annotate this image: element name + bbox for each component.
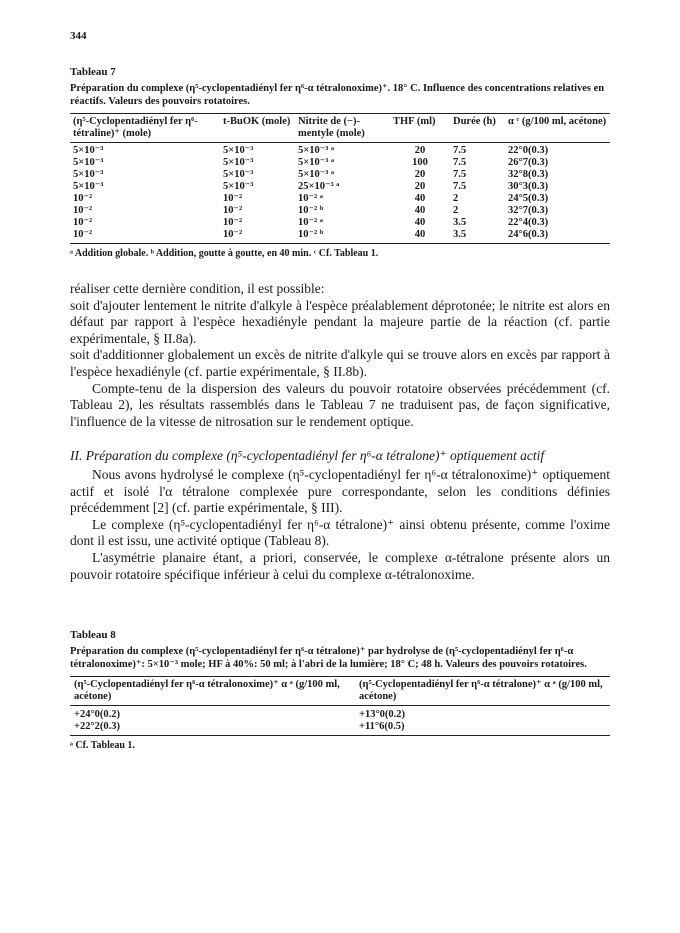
table7-footnote: ᵃ Addition globale. ᵇ Addition, goutte à goutte, en 40 min. ᶜ Cf. Tableau 1. (70, 248, 379, 259)
table-cell: 10⁻² (223, 217, 243, 228)
section-title: II. Préparation du complexe (η⁵-cyclopentadiényl fer η⁶-α tétralone)⁺ optiquement actif (70, 448, 545, 464)
table-cell: 30°3(0.3) (508, 181, 549, 192)
table-cell: 10⁻² (73, 217, 93, 228)
table-cell: 3.5 (450, 229, 505, 244)
table-cell: 7.5 (453, 145, 467, 156)
table7 (70, 113, 610, 244)
table-cell: +24°0(0.2) (74, 709, 121, 721)
table-cell: 24°6(0.3) (505, 229, 610, 244)
table-cell: 5×10⁻³ (223, 181, 254, 192)
table8-footnote: ᵃ Cf. Tableau 1. (70, 740, 135, 752)
table-row (70, 169, 610, 181)
table-row (70, 205, 610, 217)
table-cell: 5×10⁻³ (223, 145, 254, 156)
body-text-section (70, 467, 610, 583)
table-cell: 10⁻² (70, 229, 220, 244)
table-cell: 22°4(0.3) (508, 217, 549, 228)
table-cell: 22°0(0.3) (508, 145, 549, 156)
table-cell: 10⁻² ᵃ (298, 217, 323, 228)
table7-header: Nitrite de (−)-mentyle (mole) (295, 114, 390, 143)
paragraph: soit d'additionner globalement un excès de nitrite d'alkyle qui se trouve alors en excès par rapport à l'espèce hexadiényle (cf. partie expérimentale, § II.8b). (70, 347, 610, 379)
table-cell: 5×10⁻³ ᵃ (298, 169, 335, 180)
table-cell: 10⁻² (73, 205, 93, 216)
table-cell: 5×10⁻³ (73, 157, 104, 168)
table7-caption: Tableau 7 (70, 66, 116, 78)
table-cell: 5×10⁻³ (73, 145, 104, 156)
table-cell: 2 (453, 205, 459, 216)
table-cell: 10⁻² ᵃ (298, 193, 323, 204)
table-cell: 20 (414, 169, 426, 180)
table-row (70, 721, 610, 736)
table-row (70, 181, 610, 193)
table7-description: Préparation du complexe (η⁵-cyclopentadiényl fer η⁶-α tétralonoxime)⁺. 18° C. Influence des concentrations relatives en réactifs. Valeurs des pouvoirs rotatoires. (70, 83, 605, 107)
paragraph: Compte-tenu de la dispersion des valeurs du pouvoir rotatoire observées précédemment (cf. Tableau 2), les résultats rassemblés dans le Tableau 7 ne traduisent pas, de façon significative, l'influence de la vitesse de nitrosation sur le rendement optique. (70, 380, 610, 429)
table-row (70, 157, 610, 169)
table7-header: α ᶜ (g/100 ml, acétone) (505, 114, 610, 143)
table-cell: 7.5 (453, 157, 467, 168)
table-cell: 100 (412, 157, 428, 168)
table-cell: 5×10⁻³ (223, 157, 254, 168)
table8-caption: Tableau 8 (70, 629, 116, 642)
table-cell: 40 (414, 217, 426, 228)
body-text (70, 281, 610, 430)
paragraph: soit d'ajouter lentement le nitrite d'alkyle à l'espèce préalablement déprotonée; le nitrite est alors en défaut par rapport à l'espèce hexadiényle pendant la majeure partie de la réaction (cf. partie expérimentale, § II.8a). (70, 297, 610, 346)
table-cell: 10⁻² (223, 205, 243, 216)
table-cell: 20 (414, 145, 426, 156)
table-row (70, 217, 610, 229)
table8-description: Préparation du complexe (η⁵-cyclopentadiényl fer η⁶-α tétralone)⁺ par hydrolyse de (η⁵-cyclopentadiényl fer η⁶-α tétralonoxime)⁺: 5×10⁻³ mole; HF à 40%: 50 ml; à l'abri de la lumière; 18° C; 48 h. Valeurs des pouvoirs rotatoires. (70, 646, 587, 671)
table-cell: 25×10⁻³ ᵃ (298, 181, 340, 192)
table-cell: 10⁻² ᵇ (295, 229, 390, 244)
table7-header: THF (ml) (390, 114, 450, 143)
table-cell: 32°8(0.3) (508, 169, 549, 180)
table7-header: Durée (h) (450, 114, 505, 143)
table-cell: 40 (414, 205, 426, 216)
paragraph: réaliser cette dernière condition, il est possible: (70, 281, 325, 296)
table-cell: +22°2(0.3) (70, 721, 355, 736)
table-cell: 10⁻² (73, 193, 93, 204)
table7-header: (η⁵-Cyclopentadiényl fer η⁶-tétraline)⁺ (mole) (70, 114, 220, 143)
table-cell: 26°7(0.3) (508, 157, 549, 168)
table-cell: 40 (414, 193, 426, 204)
table7-header-row (70, 114, 610, 143)
paragraph: Le complexe (η⁵-cyclopentadiényl fer η⁶-α tétralone)⁺ ainsi obtenu présente, comme l'oxime dont il est issu, une activité optique (Tableau 8). (70, 516, 610, 549)
table-row (70, 143, 610, 158)
table-cell: 40 (390, 229, 450, 244)
page (70, 30, 610, 751)
table-cell: +13°0(0.2) (359, 709, 406, 721)
table-cell: 10⁻² ᵇ (298, 205, 324, 216)
table-cell: 2 (453, 193, 459, 204)
table-row (70, 229, 610, 244)
table-cell: 10⁻² (220, 229, 295, 244)
table-row (70, 706, 610, 722)
table-row (70, 193, 610, 205)
table8 (70, 676, 610, 736)
table-cell: 7.5 (453, 181, 467, 192)
table7-header: t-BuOK (mole) (220, 114, 295, 143)
table-cell: 3.5 (453, 217, 467, 228)
table-cell: 5×10⁻³ (73, 169, 104, 180)
table8-header-row (70, 677, 610, 706)
table-cell: 5×10⁻³ (73, 181, 104, 192)
table8-header: (η⁵-Cyclopentadiényl fer η⁶-α tétralonoxime)⁺ α ᵃ (g/100 ml, acétone) (70, 677, 355, 706)
table-cell: 7.5 (453, 169, 467, 180)
page-number: 344 (70, 30, 87, 42)
table-cell: 10⁻² (223, 193, 243, 204)
table-cell: 5×10⁻³ ᵃ (298, 145, 335, 156)
table-cell: 5×10⁻³ ᵃ (298, 157, 335, 168)
table-cell: +11°6(0.5) (355, 721, 610, 736)
table-cell: 24°5(0.3) (508, 193, 549, 204)
paragraph: Nous avons hydrolysé le complexe (η⁵-cyclopentadiényl fer η⁶-α tétralonoxime)⁺ optiquement actif et isolé l'α tétralone complexée pure correspondante, selon les conditions définies précédemment [2] (cf. partie expérimentale, § III). (70, 466, 610, 516)
table-cell: 20 (414, 181, 426, 192)
table-cell: 32°7(0.3) (508, 205, 549, 216)
table-cell: 5×10⁻³ (223, 169, 254, 180)
table8-header: (η⁵-Cyclopentadiényl fer η⁶-α tétralone)⁺ α ᵃ (g/100 ml, acétone) (355, 677, 610, 706)
paragraph: L'asymétrie planaire étant, a priori, conservée, le complexe α-tétralone présente alors un pouvoir rotatoire spécifique inférieur à celui du complexe α-tétralonoxime. (70, 549, 610, 582)
